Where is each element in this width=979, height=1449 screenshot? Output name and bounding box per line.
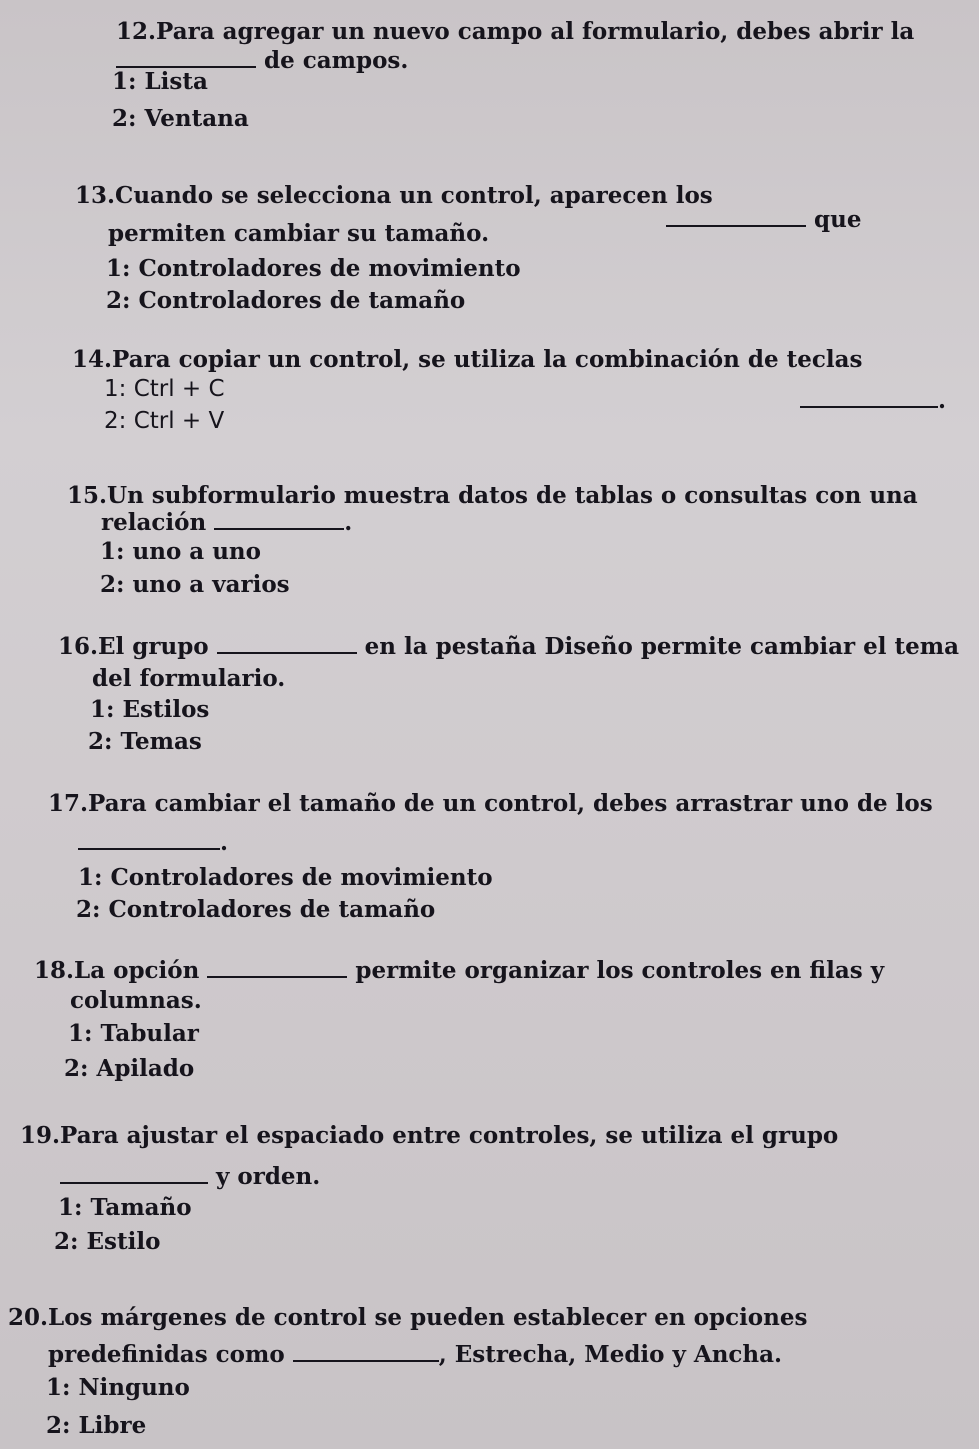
option-1: 1: Lista — [112, 68, 208, 95]
answer-blank — [666, 203, 806, 227]
question-text: Para agregar un nuevo campo al formulario, debes abrir la — [156, 18, 915, 45]
question-number: 13. — [75, 182, 116, 209]
answer-blank — [116, 44, 256, 68]
question-text: Un subformulario muestra datos de tablas o consultas con una — [107, 482, 918, 509]
option-1: 1: Tamaño — [58, 1194, 192, 1221]
answer-blank — [293, 1338, 439, 1362]
option-1: 1: Tabular — [68, 1020, 199, 1047]
question-text: Para ajustar el espaciado entre controles, se utiliza el grupo — [60, 1122, 839, 1149]
question-number: 14. — [72, 346, 113, 373]
question-text: , Estrecha, Medio y Ancha. — [438, 1341, 783, 1368]
option-1: 1: Controladores de movimiento — [106, 255, 521, 282]
question-number: 18. — [34, 957, 75, 984]
option-2: 2: Temas — [88, 728, 202, 755]
question-text: permiten cambiar su tamaño. — [108, 220, 490, 247]
option-2: 2: Libre — [46, 1412, 147, 1439]
question-text: relación — [101, 509, 207, 536]
question-text: de campos. — [264, 47, 409, 74]
answer-blank — [60, 1160, 208, 1184]
question-text: La opción — [74, 957, 200, 984]
question-text: en la pestaña Diseño permite cambiar el tema — [364, 633, 959, 660]
question-text: . — [220, 829, 229, 856]
question-text: El grupo — [98, 633, 209, 660]
option-2: 2: Controladores de tamaño — [76, 896, 436, 923]
option-2: 2: uno a varios — [100, 571, 290, 598]
option-2: 2: Ventana — [112, 105, 249, 132]
question-text: . — [344, 509, 353, 536]
question-text: Para cambiar el tamaño de un control, debes arrastrar uno de los — [88, 790, 933, 817]
answer-blank — [217, 630, 357, 654]
option-1: 1: Estilos — [90, 696, 210, 723]
option-2: 2: Controladores de tamaño — [106, 287, 466, 314]
answer-blank — [207, 954, 347, 978]
answer-blank — [214, 506, 344, 530]
option-2: 2: Apilado — [64, 1055, 195, 1082]
option-1: 1: Ninguno — [46, 1374, 190, 1401]
answer-blank — [78, 826, 220, 850]
option-2: 2: Estilo — [54, 1228, 161, 1255]
question-text: predefinidas como — [48, 1341, 285, 1368]
question-number: 17. — [48, 790, 89, 817]
option-2: 2: Ctrl + V — [104, 408, 225, 434]
option-1: 1: Controladores de movimiento — [78, 864, 493, 891]
option-1: 1: uno a uno — [100, 538, 261, 565]
question-text: y orden. — [216, 1163, 321, 1190]
question-number: 19. — [20, 1122, 61, 1149]
question-number: 15. — [67, 482, 108, 509]
question-number: 12. — [116, 18, 157, 45]
answer-blank — [800, 384, 938, 408]
question-text: Cuando se selecciona un control, aparecen los — [115, 182, 713, 209]
question-text: Para copiar un control, se utiliza la combinación de teclas — [112, 346, 863, 373]
question-number: 20. — [8, 1304, 49, 1331]
question-text: del formulario. — [92, 665, 286, 692]
question-text: Los márgenes de control se pueden establecer en opciones — [48, 1304, 808, 1331]
question-text: . — [938, 387, 947, 414]
question-number: 16. — [58, 633, 99, 660]
question-text: columnas. — [70, 987, 202, 1014]
question-text: que — [814, 206, 862, 233]
option-1: 1: Ctrl + C — [104, 376, 225, 402]
question-text: permite organizar los controles en filas y — [355, 957, 885, 984]
